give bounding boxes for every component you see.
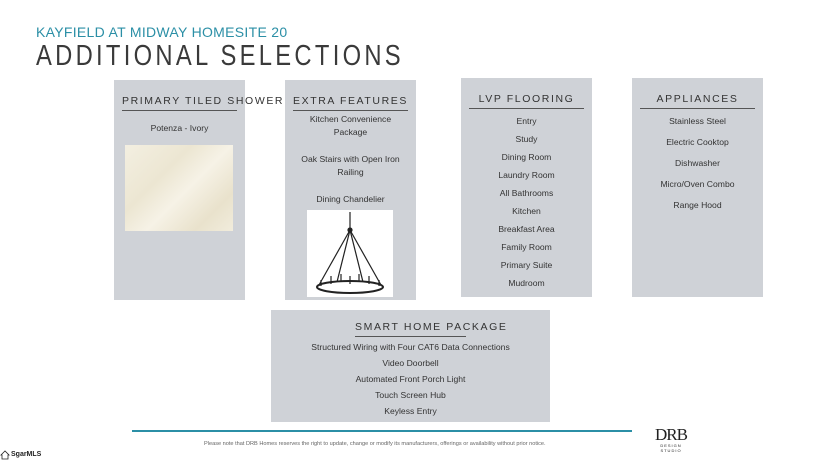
list-item: Kitchen [512,206,541,216]
list-item: Kitchen Convenience [309,114,392,124]
list-item: Package [333,127,368,137]
list-item: Range Hood [673,200,722,210]
list-item: Structured Wiring with Four CAT6 Data Connections [311,342,510,352]
list-item: Dining Room [501,152,552,162]
list-item: Oak Stairs with Open Iron [301,154,400,164]
page-title: ADDITIONAL SELECTIONS [36,40,404,72]
drb-design-studio-logo [650,426,692,453]
panel-appliances [632,78,763,297]
chandelier-image [307,210,393,297]
panel-primary-tiled-shower [114,80,285,300]
panel-smart-home-package [271,310,550,422]
list-item: Mudroom [508,278,545,288]
header-subtitle: KAYFIELD AT MIDWAY HOMESITE 20 [36,24,288,40]
list-item: Stainless Steel [669,116,726,126]
panel-title: APPLIANCES [640,93,755,109]
logo-mark: DRB [655,425,687,444]
list-item: Video Doorbell [382,358,439,368]
list-item: Touch Screen Hub [375,390,446,400]
panel-title: LVP FLOORING [469,93,584,109]
panel-lvp-flooring [461,78,592,297]
chandelier-icon [307,210,393,297]
list-item: Dining Chandelier [316,194,385,204]
house-icon [0,450,10,460]
footer-disclaimer: Please note that DRB Homes reserves the right to update, change or modify its manufacturers, offerings or availability without prior notice. [204,441,546,447]
panel-extra-features [285,80,416,300]
list-item: Family Room [501,242,552,252]
footer-divider [132,430,632,432]
list-item: Dishwasher [675,158,720,168]
list-item: Electric Cooktop [666,137,729,147]
tile-swatch-image [125,145,233,231]
list-item: Primary Suite [500,260,553,270]
list-item: Entry [516,116,537,126]
list-item: Keyless Entry [384,406,437,416]
panel-title: EXTRA FEATURES [293,95,408,111]
list-item: All Bathrooms [499,188,554,198]
mls-watermark: SgarMLS [11,451,42,458]
logo-subtext: DESIGN STUDIO [660,443,682,453]
list-item: Laundry Room [498,170,555,180]
list-item: Study [515,134,538,144]
panel-title: SMART HOME PACKAGE [355,321,466,337]
list-item: Automated Front Porch Light [355,374,466,384]
list-item: Potenza - Ivory [150,123,209,133]
panel-title: PRIMARY TILED SHOWER [122,95,237,111]
list-item: Railing [337,167,364,177]
list-item: Micro/Oven Combo [660,179,735,189]
list-item: Breakfast Area [498,224,555,234]
